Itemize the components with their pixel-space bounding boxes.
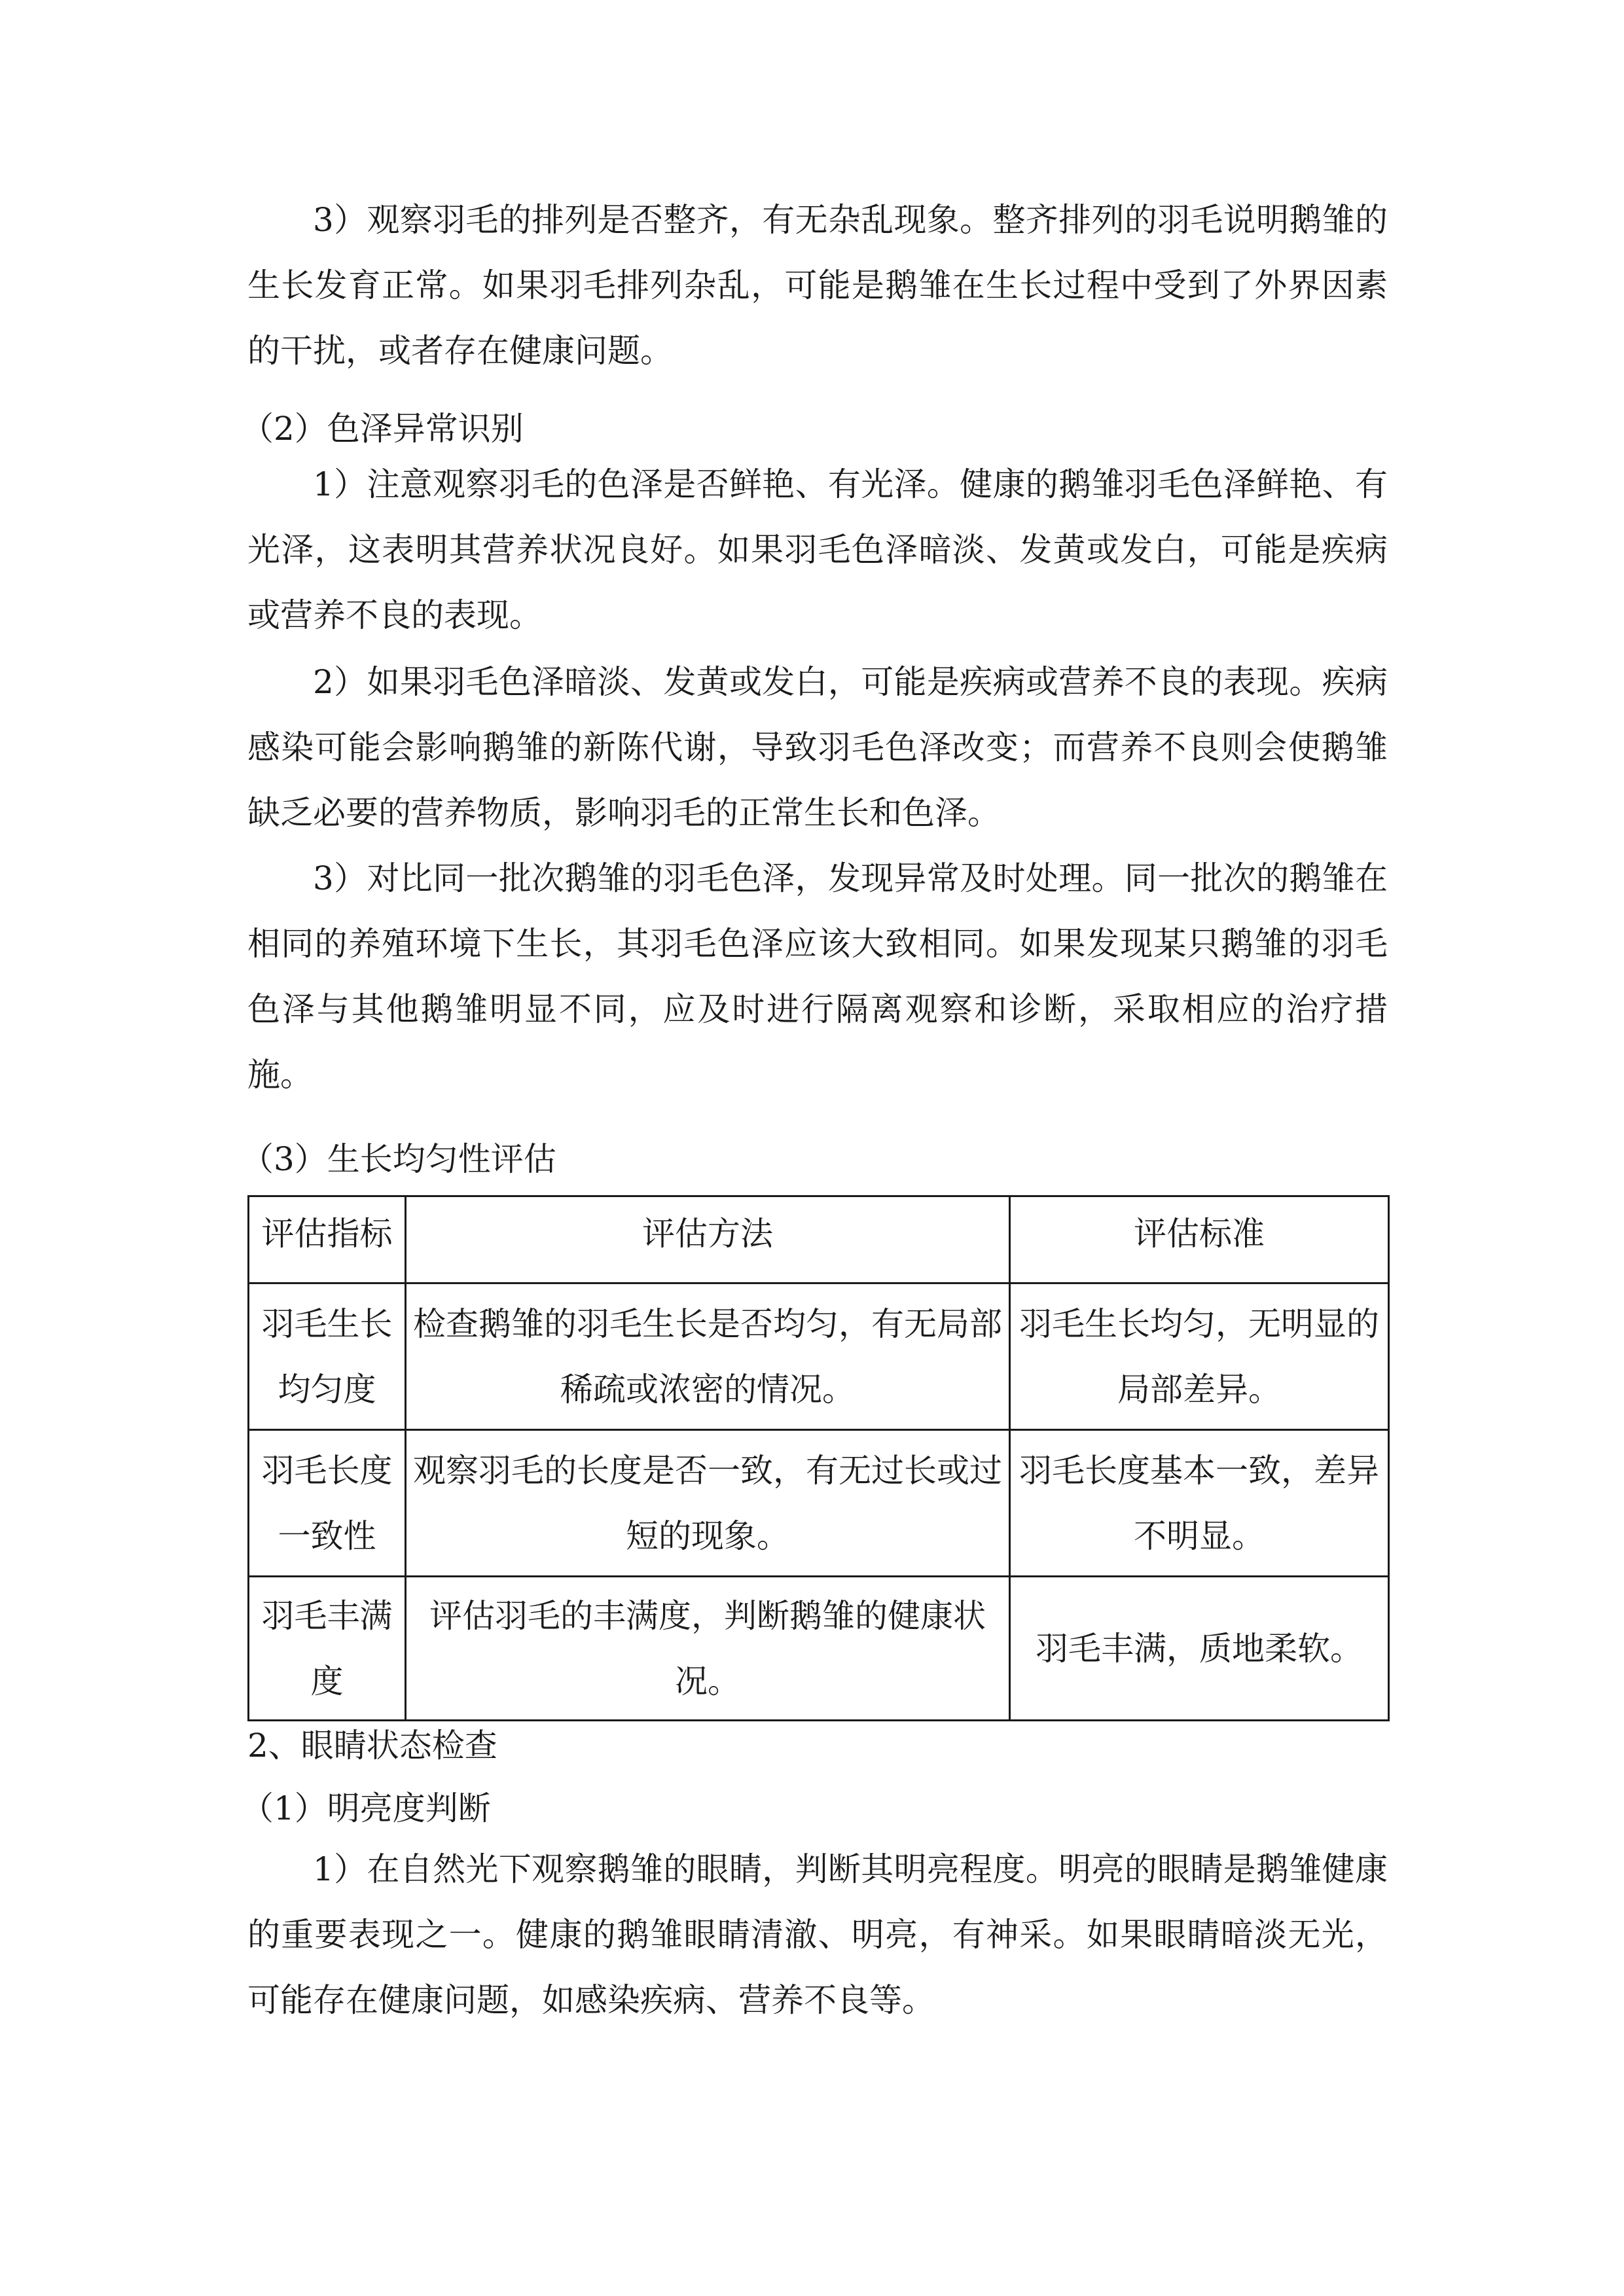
paragraph-eye-brightness: 1）在自然光下观察鹅雏的眼睛，判断其明亮程度。明亮的眼睛是鹅雏健康的重要表现之一。健康的鹅雏眼睛清澈、明亮，有神采。如果眼睛暗淡无光，可能存在健康问题，如感染疾病、营养不良等。 [247, 1850, 1388, 2019]
heading-color-abnormality: （2）色泽异常识别 [241, 410, 524, 448]
paragraph-color-cause: 2）如果羽毛色泽暗淡、发黄或发白，可能是疾病或营养不良的表现。疾病感染可能会影响鹅雏的新陈代谢，导致羽毛色泽改变；而营养不良则会使鹅雏缺乏必要的营养物质，影响羽毛的正常生长和色泽。 [247, 663, 1388, 832]
heading-brightness: （1）明亮度判断 [241, 1789, 491, 1827]
cell-standard: 羽毛丰满，质地柔软。 [1010, 1577, 1389, 1721]
cell-method: 评估羽毛的丰满度，判断鹅雏的健康状况。 [406, 1577, 1010, 1721]
header-standard: 评估标准 [1010, 1196, 1389, 1283]
paragraph-color-compare: 3）对比同一批次鹅雏的羽毛色泽，发现异常及时处理。同一批次的鹅雏在相同的养殖环境下生长，其羽毛色泽应该大致相同。如果发现某只鹅雏的羽毛色泽与其他鹅雏明显不同，应及时进行隔离观察和诊断，采取相应的治疗措施。 [247, 859, 1388, 1094]
header-method: 评估方法 [406, 1196, 1010, 1283]
table-header-row [249, 1196, 1389, 1283]
heading-growth-uniformity: （3）生长均匀性评估 [241, 1140, 556, 1178]
header-indicator: 评估指标 [249, 1196, 406, 1283]
heading-eye-check: 2、眼睛状态检查 [247, 1727, 497, 1765]
cell-standard: 羽毛生长均匀，无明显的局部差异。 [1010, 1283, 1389, 1430]
cell-indicator: 羽毛长度一致性 [249, 1430, 406, 1577]
cell-indicator: 羽毛丰满度 [249, 1577, 406, 1721]
growth-evaluation-table [247, 1195, 1390, 1721]
table-row [249, 1283, 1389, 1430]
table-row [249, 1577, 1389, 1721]
paragraph-color-observe: 1）注意观察羽毛的色泽是否鲜艳、有光泽。健康的鹅雏羽毛色泽鲜艳、有光泽，这表明其营养状况良好。如果羽毛色泽暗淡、发黄或发白，可能是疾病或营养不良的表现。 [247, 465, 1388, 634]
cell-method: 观察羽毛的长度是否一致，有无过长或过短的现象。 [406, 1430, 1010, 1577]
table-row [249, 1430, 1389, 1577]
cell-indicator: 羽毛生长均匀度 [249, 1283, 406, 1430]
cell-standard: 羽毛长度基本一致，差异不明显。 [1010, 1430, 1389, 1577]
cell-method: 检查鹅雏的羽毛生长是否均匀，有无局部稀疏或浓密的情况。 [406, 1283, 1010, 1430]
paragraph-feather-arrangement: 3）观察羽毛的排列是否整齐，有无杂乱现象。整齐排列的羽毛说明鹅雏的生长发育正常。如果羽毛排列杂乱，可能是鹅雏在生长过程中受到了外界因素的干扰，或者存在健康问题。 [247, 201, 1388, 370]
